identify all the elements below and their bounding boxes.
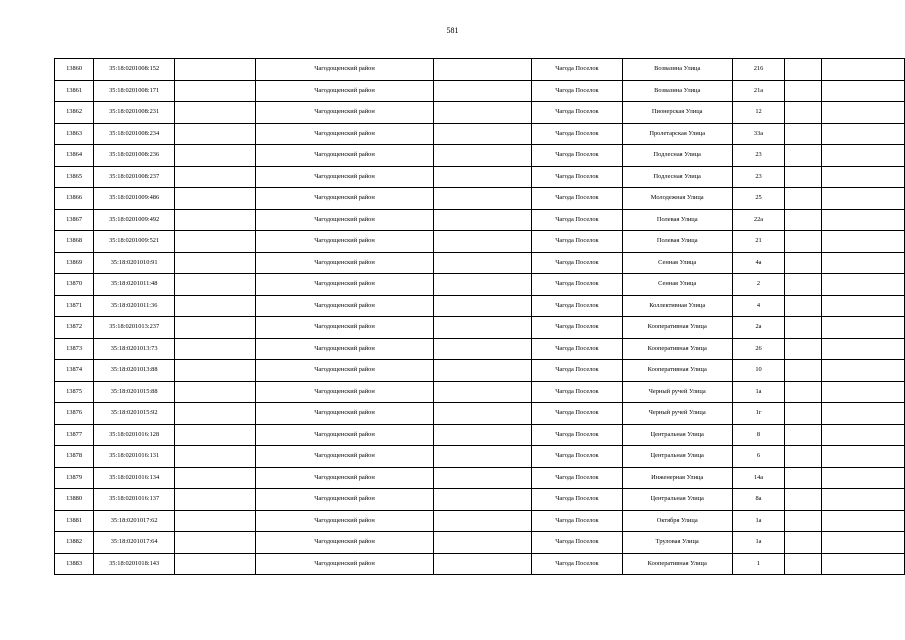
blank-cell-4 [821, 510, 904, 532]
house-number-cell: 1а [732, 510, 784, 532]
house-number-cell: 14а [732, 467, 784, 489]
row-number-cell: 13869 [55, 252, 94, 274]
blank-cell-1 [175, 209, 256, 231]
row-number-cell: 13861 [55, 80, 94, 102]
settlement-cell: Чагода Поселок [532, 102, 622, 124]
cadastral-number-cell: 35:18:0201016:134 [94, 467, 175, 489]
district-cell: Чагодощенский район [256, 489, 434, 511]
district-cell: Чагодощенский район [256, 145, 434, 167]
street-cell: Коллективная Улица [622, 295, 732, 317]
blank-cell-1 [175, 123, 256, 145]
house-number-cell: 8а [732, 489, 784, 511]
row-number-cell: 13883 [55, 553, 94, 575]
blank-cell-2 [433, 403, 531, 425]
row-number-cell: 13879 [55, 467, 94, 489]
cadastral-number-cell: 35:18:0201008:171 [94, 80, 175, 102]
blank-cell-3 [785, 274, 822, 296]
settlement-cell: Чагода Поселок [532, 532, 622, 554]
blank-cell-2 [433, 553, 531, 575]
house-number-cell: 8 [732, 424, 784, 446]
house-number-cell: 1 [732, 553, 784, 575]
blank-cell-4 [821, 252, 904, 274]
row-number-cell: 13863 [55, 123, 94, 145]
settlement-cell: Чагода Поселок [532, 489, 622, 511]
blank-cell-1 [175, 446, 256, 468]
district-cell: Чагодощенский район [256, 252, 434, 274]
blank-cell-3 [785, 510, 822, 532]
house-number-cell: 21 [732, 231, 784, 253]
house-number-cell: 21а [732, 80, 784, 102]
district-cell: Чагодощенский район [256, 102, 434, 124]
settlement-cell: Чагода Поселок [532, 360, 622, 382]
blank-cell-3 [785, 338, 822, 360]
blank-cell-1 [175, 403, 256, 425]
cadastral-number-cell: 35:18:0201008:231 [94, 102, 175, 124]
blank-cell-3 [785, 467, 822, 489]
blank-cell-4 [821, 424, 904, 446]
blank-cell-2 [433, 424, 531, 446]
blank-cell-4 [821, 145, 904, 167]
blank-cell-4 [821, 59, 904, 81]
street-cell: Полевая Улица [622, 209, 732, 231]
records-table-body [55, 59, 905, 575]
row-number-cell: 13868 [55, 231, 94, 253]
blank-cell-2 [433, 360, 531, 382]
district-cell: Чагодощенский район [256, 209, 434, 231]
blank-cell-3 [785, 123, 822, 145]
cadastral-number-cell: 35:18:0201011:48 [94, 274, 175, 296]
blank-cell-1 [175, 510, 256, 532]
row-number-cell: 13882 [55, 532, 94, 554]
blank-cell-4 [821, 403, 904, 425]
house-number-cell: 1а [732, 381, 784, 403]
row-number-cell: 13867 [55, 209, 94, 231]
row-number-cell: 13874 [55, 360, 94, 382]
table-row [55, 317, 905, 339]
settlement-cell: Чагода Поселок [532, 510, 622, 532]
blank-cell-4 [821, 231, 904, 253]
blank-cell-1 [175, 274, 256, 296]
blank-cell-2 [433, 489, 531, 511]
blank-cell-3 [785, 295, 822, 317]
house-number-cell: 2 [732, 274, 784, 296]
table-row [55, 446, 905, 468]
blank-cell-3 [785, 145, 822, 167]
cadastral-number-cell: 35:18:0201008:236 [94, 145, 175, 167]
settlement-cell: Чагода Поселок [532, 59, 622, 81]
settlement-cell: Чагода Поселок [532, 252, 622, 274]
table-row [55, 467, 905, 489]
settlement-cell: Чагода Поселок [532, 553, 622, 575]
blank-cell-1 [175, 188, 256, 210]
blank-cell-2 [433, 532, 531, 554]
house-number-cell: 23 [732, 166, 784, 188]
district-cell: Чагодощенский район [256, 59, 434, 81]
row-number-cell: 13875 [55, 381, 94, 403]
blank-cell-2 [433, 510, 531, 532]
settlement-cell: Чагода Поселок [532, 338, 622, 360]
row-number-cell: 13873 [55, 338, 94, 360]
blank-cell-3 [785, 102, 822, 124]
blank-cell-1 [175, 102, 256, 124]
blank-cell-2 [433, 295, 531, 317]
settlement-cell: Чагода Поселок [532, 231, 622, 253]
street-cell: Черный ручей Улица [622, 381, 732, 403]
district-cell: Чагодощенский район [256, 553, 434, 575]
cadastral-number-cell: 35:18:0201009:486 [94, 188, 175, 210]
street-cell: Молодежная Улица [622, 188, 732, 210]
blank-cell-4 [821, 188, 904, 210]
house-number-cell: 6 [732, 446, 784, 468]
street-cell: Центральная Улица [622, 446, 732, 468]
blank-cell-2 [433, 123, 531, 145]
blank-cell-1 [175, 317, 256, 339]
cadastral-number-cell: 35:18:0201009:492 [94, 209, 175, 231]
street-cell: Черный ручей Улица [622, 403, 732, 425]
blank-cell-3 [785, 381, 822, 403]
table-row [55, 252, 905, 274]
blank-cell-4 [821, 209, 904, 231]
cadastral-number-cell: 35:18:0201010:91 [94, 252, 175, 274]
row-number-cell: 13864 [55, 145, 94, 167]
blank-cell-3 [785, 403, 822, 425]
cadastral-number-cell: 35:18:0201016:128 [94, 424, 175, 446]
settlement-cell: Чагода Поселок [532, 123, 622, 145]
blank-cell-2 [433, 446, 531, 468]
blank-cell-3 [785, 553, 822, 575]
district-cell: Чагодощенский район [256, 510, 434, 532]
row-number-cell: 13878 [55, 446, 94, 468]
blank-cell-2 [433, 231, 531, 253]
district-cell: Чагодощенский район [256, 467, 434, 489]
street-cell: Полевая Улица [622, 231, 732, 253]
row-number-cell: 13877 [55, 424, 94, 446]
table-row [55, 123, 905, 145]
table-row [55, 145, 905, 167]
table-row [55, 188, 905, 210]
district-cell: Чагодощенский район [256, 338, 434, 360]
blank-cell-3 [785, 80, 822, 102]
house-number-cell: 1а [732, 532, 784, 554]
cadastral-number-cell: 35:18:0201017:62 [94, 510, 175, 532]
street-cell: Октября Улица [622, 510, 732, 532]
street-cell: Кооперативная Улица [622, 338, 732, 360]
blank-cell-4 [821, 360, 904, 382]
blank-cell-3 [785, 489, 822, 511]
blank-cell-1 [175, 532, 256, 554]
blank-cell-2 [433, 59, 531, 81]
street-cell: Подлесная Улица [622, 166, 732, 188]
cadastral-number-cell: 35:18:0201013:237 [94, 317, 175, 339]
street-cell: Пионерская Улица [622, 102, 732, 124]
blank-cell-3 [785, 446, 822, 468]
blank-cell-2 [433, 145, 531, 167]
district-cell: Чагодощенский район [256, 381, 434, 403]
house-number-cell: 4а [732, 252, 784, 274]
settlement-cell: Чагода Поселок [532, 317, 622, 339]
settlement-cell: Чагода Поселок [532, 446, 622, 468]
house-number-cell: 22а [732, 209, 784, 231]
cadastral-number-cell: 35:18:0201013:73 [94, 338, 175, 360]
street-cell: Возвазина Улица [622, 80, 732, 102]
blank-cell-4 [821, 338, 904, 360]
blank-cell-3 [785, 532, 822, 554]
blank-cell-1 [175, 338, 256, 360]
blank-cell-2 [433, 80, 531, 102]
cadastral-number-cell: 35:18:0201009:521 [94, 231, 175, 253]
table-row [55, 381, 905, 403]
district-cell: Чагодощенский район [256, 123, 434, 145]
blank-cell-2 [433, 102, 531, 124]
settlement-cell: Чагода Поселок [532, 166, 622, 188]
house-number-cell: 2а [732, 317, 784, 339]
district-cell: Чагодощенский район [256, 446, 434, 468]
cadastral-number-cell: 35:18:0201015:92 [94, 403, 175, 425]
blank-cell-1 [175, 145, 256, 167]
blank-cell-2 [433, 381, 531, 403]
district-cell: Чагодощенский район [256, 532, 434, 554]
blank-cell-1 [175, 59, 256, 81]
table-row [55, 80, 905, 102]
cadastral-number-cell: 35:18:0201017:64 [94, 532, 175, 554]
blank-cell-1 [175, 295, 256, 317]
blank-cell-3 [785, 360, 822, 382]
cadastral-number-cell: 35:18:0201008:237 [94, 166, 175, 188]
district-cell: Чагодощенский район [256, 274, 434, 296]
blank-cell-4 [821, 467, 904, 489]
settlement-cell: Чагода Поселок [532, 145, 622, 167]
table-row [55, 59, 905, 81]
blank-cell-4 [821, 102, 904, 124]
cadastral-number-cell: 35:18:0201008:234 [94, 123, 175, 145]
row-number-cell: 13860 [55, 59, 94, 81]
blank-cell-2 [433, 274, 531, 296]
blank-cell-3 [785, 209, 822, 231]
street-cell: Кооперативная Улица [622, 553, 732, 575]
blank-cell-1 [175, 80, 256, 102]
blank-cell-1 [175, 424, 256, 446]
street-cell: Пролетарская Улица [622, 123, 732, 145]
blank-cell-2 [433, 209, 531, 231]
blank-cell-3 [785, 231, 822, 253]
table-row [55, 166, 905, 188]
street-cell: Подлесная Улица [622, 145, 732, 167]
blank-cell-4 [821, 317, 904, 339]
blank-cell-1 [175, 360, 256, 382]
table-row [55, 338, 905, 360]
district-cell: Чагодощенский район [256, 188, 434, 210]
district-cell: Чагодощенский район [256, 403, 434, 425]
blank-cell-3 [785, 188, 822, 210]
blank-cell-3 [785, 252, 822, 274]
house-number-cell: 216 [732, 59, 784, 81]
blank-cell-2 [433, 188, 531, 210]
street-cell: Кооперативная Улица [622, 317, 732, 339]
street-cell: Сенная Улица [622, 274, 732, 296]
row-number-cell: 13870 [55, 274, 94, 296]
blank-cell-4 [821, 274, 904, 296]
row-number-cell: 13872 [55, 317, 94, 339]
blank-cell-4 [821, 489, 904, 511]
street-cell: Центральная Улица [622, 489, 732, 511]
blank-cell-2 [433, 467, 531, 489]
blank-cell-4 [821, 446, 904, 468]
settlement-cell: Чагода Поселок [532, 209, 622, 231]
blank-cell-2 [433, 338, 531, 360]
cadastral-number-cell: 35:18:0201018:143 [94, 553, 175, 575]
house-number-cell: 26 [732, 338, 784, 360]
house-number-cell: 33а [732, 123, 784, 145]
table-row [55, 424, 905, 446]
row-number-cell: 13880 [55, 489, 94, 511]
cadastral-number-cell: 35:18:0201013:88 [94, 360, 175, 382]
table-row [55, 274, 905, 296]
cadastral-number-cell: 35:18:0201008:152 [94, 59, 175, 81]
blank-cell-4 [821, 381, 904, 403]
blank-cell-2 [433, 317, 531, 339]
district-cell: Чагодощенский район [256, 231, 434, 253]
table-row [55, 510, 905, 532]
settlement-cell: Чагода Поселок [532, 424, 622, 446]
blank-cell-1 [175, 166, 256, 188]
district-cell: Чагодощенский район [256, 166, 434, 188]
district-cell: Чагодощенский район [256, 317, 434, 339]
blank-cell-1 [175, 231, 256, 253]
blank-cell-3 [785, 317, 822, 339]
street-cell: Труловая Улица [622, 532, 732, 554]
street-cell: Центральная Улица [622, 424, 732, 446]
district-cell: Чагодощенский район [256, 360, 434, 382]
blank-cell-1 [175, 489, 256, 511]
table-row [55, 102, 905, 124]
blank-cell-3 [785, 59, 822, 81]
street-cell: Возвазина Улица [622, 59, 732, 81]
district-cell: Чагодощенский район [256, 80, 434, 102]
district-cell: Чагодощенский район [256, 424, 434, 446]
house-number-cell: 25 [732, 188, 784, 210]
street-cell: Инженерная Улица [622, 467, 732, 489]
house-number-cell: 12 [732, 102, 784, 124]
blank-cell-4 [821, 123, 904, 145]
cadastral-number-cell: 35:18:0201016:137 [94, 489, 175, 511]
blank-cell-1 [175, 381, 256, 403]
house-number-cell: 10 [732, 360, 784, 382]
page-number: 581 [446, 26, 459, 35]
blank-cell-1 [175, 553, 256, 575]
cadastral-number-cell: 35:18:0201015:88 [94, 381, 175, 403]
blank-cell-4 [821, 553, 904, 575]
blank-cell-2 [433, 166, 531, 188]
row-number-cell: 13865 [55, 166, 94, 188]
cadastral-number-cell: 35:18:0201016:131 [94, 446, 175, 468]
row-number-cell: 13881 [55, 510, 94, 532]
blank-cell-4 [821, 166, 904, 188]
street-cell: Кооперативная Улица [622, 360, 732, 382]
blank-cell-2 [433, 252, 531, 274]
records-table [54, 58, 905, 575]
table-row [55, 553, 905, 575]
house-number-cell: 23 [732, 145, 784, 167]
table-row [55, 532, 905, 554]
row-number-cell: 13876 [55, 403, 94, 425]
table-row [55, 403, 905, 425]
blank-cell-1 [175, 252, 256, 274]
street-cell: Сенная Улица [622, 252, 732, 274]
row-number-cell: 13866 [55, 188, 94, 210]
blank-cell-1 [175, 467, 256, 489]
settlement-cell: Чагода Поселок [532, 274, 622, 296]
blank-cell-4 [821, 295, 904, 317]
house-number-cell: 4 [732, 295, 784, 317]
table-row [55, 209, 905, 231]
table-row [55, 231, 905, 253]
blank-cell-3 [785, 424, 822, 446]
house-number-cell: 1г [732, 403, 784, 425]
district-cell: Чагодощенский район [256, 295, 434, 317]
row-number-cell: 13862 [55, 102, 94, 124]
settlement-cell: Чагода Поселок [532, 403, 622, 425]
settlement-cell: Чагода Поселок [532, 295, 622, 317]
row-number-cell: 13871 [55, 295, 94, 317]
blank-cell-3 [785, 166, 822, 188]
settlement-cell: Чагода Поселок [532, 80, 622, 102]
cadastral-number-cell: 35:18:0201011:36 [94, 295, 175, 317]
table-row [55, 295, 905, 317]
settlement-cell: Чагода Поселок [532, 188, 622, 210]
table-row [55, 489, 905, 511]
settlement-cell: Чагода Поселок [532, 381, 622, 403]
blank-cell-4 [821, 80, 904, 102]
table-row [55, 360, 905, 382]
blank-cell-4 [821, 532, 904, 554]
settlement-cell: Чагода Поселок [532, 467, 622, 489]
